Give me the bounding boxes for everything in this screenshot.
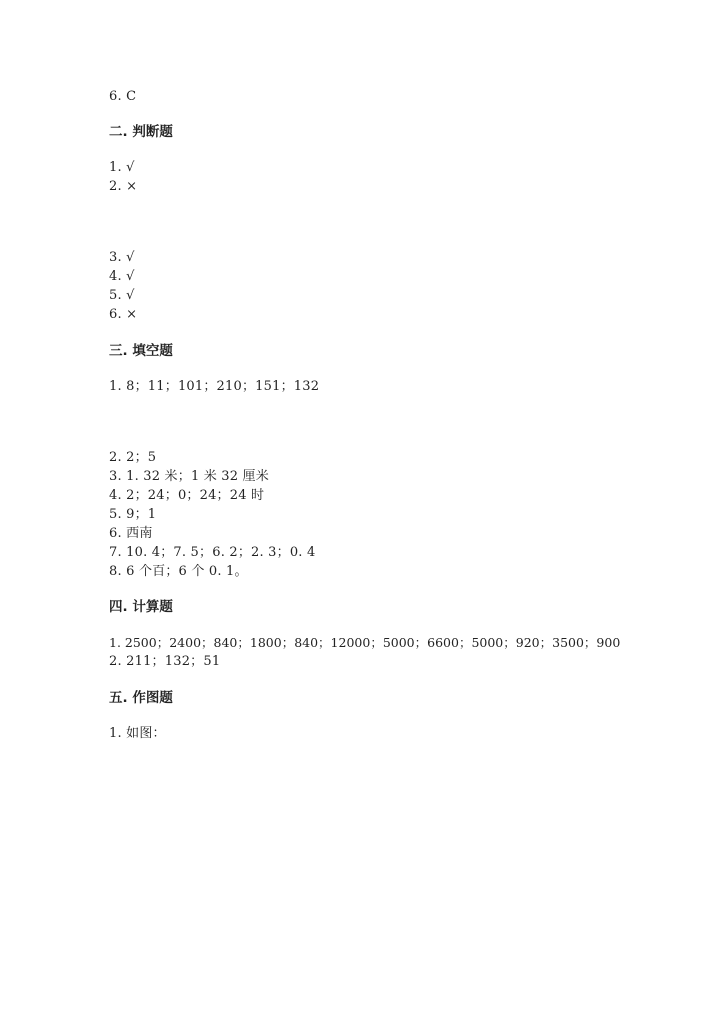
judge-item-2: 2. × (109, 179, 138, 194)
judge-item-4: 4. √ (109, 269, 135, 284)
draw-item-1: 1. 如图： (109, 726, 166, 741)
section-3-heading: 三. 填空题 (109, 343, 173, 359)
calc-item-2: 2. 211；132；51 (109, 654, 221, 669)
judge-item-5: 5. √ (109, 288, 135, 303)
section-2-heading: 二. 判断题 (109, 124, 173, 140)
fill-item-4: 4. 2；24；0；24；24 时 (109, 488, 265, 503)
calc-item-1: 1. 2500；2400；840；1800；840；12000；5000；6600；5000；920；3500；900 (109, 635, 621, 650)
fill-item-7: 7. 10. 4；7. 5；6. 2；2. 3；0. 4 (109, 545, 316, 560)
fill-item-1: 1. 8；11；101；210；151；132 (109, 379, 320, 394)
section-4-heading: 四. 计算题 (109, 599, 173, 615)
fill-item-6: 6. 西南 (109, 526, 153, 541)
answer-6-line: 6. C (109, 89, 137, 104)
fill-item-3: 3. 1. 32 米；1 米 32 厘米 (109, 469, 269, 484)
fill-item-2: 2. 2；5 (109, 450, 157, 465)
judge-item-3: 3. √ (109, 250, 135, 265)
judge-item-6: 6. × (109, 307, 138, 322)
fill-item-5: 5. 9；1 (109, 507, 157, 522)
judge-item-1: 1. √ (109, 160, 135, 175)
fill-item-8: 8. 6 个百；6 个 0. 1。 (109, 564, 248, 579)
section-5-heading: 五. 作图题 (109, 690, 173, 706)
